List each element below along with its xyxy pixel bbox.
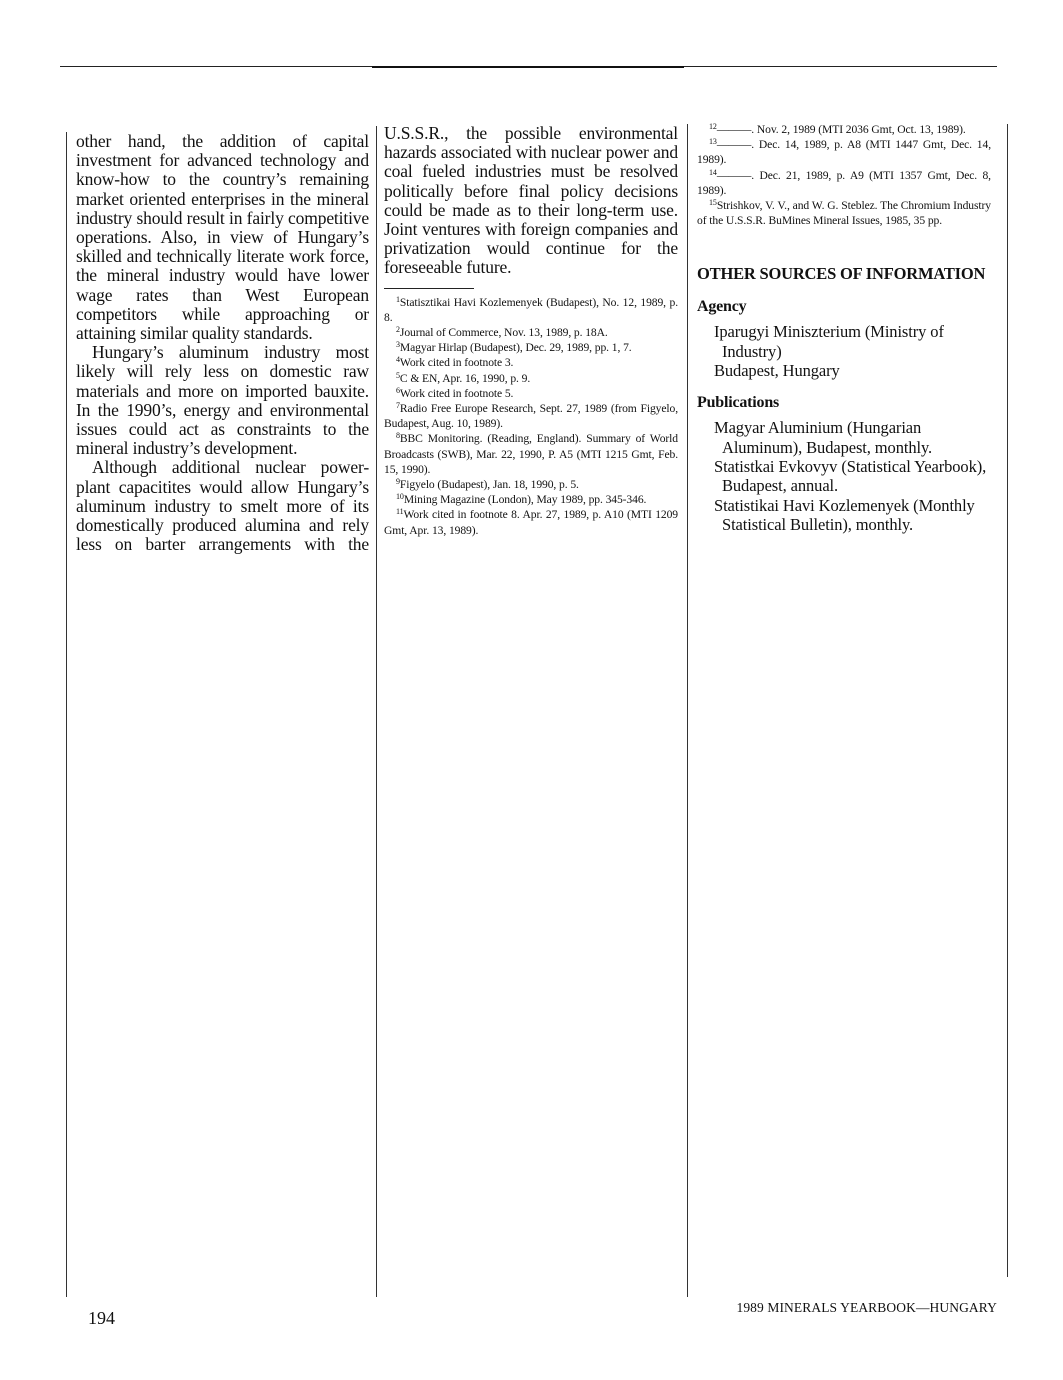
footnote-number: 8 <box>396 431 400 441</box>
footnote <box>697 198 991 228</box>
footnote-number: 13 <box>709 137 717 147</box>
column-rule-right <box>1007 124 1008 1277</box>
footnote-number: 5 <box>396 370 400 380</box>
footnote <box>384 325 678 340</box>
footnote-text: C & EN, Apr. 16, 1990, p. 9. <box>399 371 531 385</box>
footnote-list <box>384 295 678 538</box>
footnote <box>384 507 678 537</box>
footnote-text: Work cited in footnote 5. <box>399 386 514 400</box>
footnote <box>384 431 678 477</box>
section-title: OTHER SOURCES OF INFORMATION <box>697 264 986 284</box>
footnote-text: Work cited in footnote 8. Apr. 27, 1989, p. A10 (MTI 1209 Gmt, Apr. 13, 1989). <box>384 508 678 537</box>
footnote-text: BBC Monitoring. (Reading, England). Summary of World Broadcasts (SWB), Mar. 22, 1990, P. A5 (MTI 1215 Gmt, Feb. 15, 1990). <box>384 432 678 476</box>
running-head: 1989 MINERALS YEARBOOK—HUNGARY <box>736 1300 997 1315</box>
publication-item: Statistikai Havi Kozlemenyek (Monthly Statistical Bulletin), monthly. <box>714 495 975 534</box>
footnote-list <box>697 122 991 228</box>
agency-item: Budapest, Hungary <box>714 361 840 381</box>
footnote <box>384 340 678 355</box>
footnote <box>384 492 678 507</box>
footnote-rule <box>384 288 474 289</box>
footnote-text: Figyelo (Budapest), Jan. 18, 1990, p. 5. <box>399 478 579 492</box>
footnote <box>384 477 678 492</box>
footnote-text: ———. Dec. 21, 1989, p. A9 (MTI 1357 Gmt, Dec. 8, 1989). <box>697 168 991 197</box>
column-2 <box>384 124 678 538</box>
footnote-number: 4 <box>396 355 400 365</box>
footnote-number: 3 <box>396 340 400 350</box>
footnote <box>384 295 678 325</box>
footnote <box>384 371 678 386</box>
footnote-number: 10 <box>396 492 404 502</box>
footnote <box>697 122 991 137</box>
footnote-number: 14 <box>709 167 717 177</box>
body-paragraph: Hungary’s aluminum industry most likely will rely less on domestic raw materials and more on imported bauxite. In the 1990’s, energy and environmental issues could act as constraints to the mineral industry’s development. <box>76 342 369 459</box>
footnote-text: Mining Magazine (London), May 1989, pp. 345-346. <box>403 493 647 507</box>
agency-list <box>697 322 991 380</box>
footnote-number: 2 <box>396 325 400 335</box>
footnote-text: Work cited in footnote 3. <box>399 356 514 370</box>
page-number: 194 <box>88 1308 115 1328</box>
column-1 <box>76 132 369 554</box>
body-paragraph: other hand, the addition of capital investment for advanced technology and know-how to the country’s remaining market oriented enterprises in the mineral industry should result in fairly competitive operations. Also, in view of Hungary’s skilled and technically literate work force, the mineral industry would have lower wage rates than West European competitors while approaching or attaining similar quality standards. <box>76 131 369 344</box>
footnote-text: Magyar Hirlap (Budapest), Dec. 29, 1989, pp. 1, 7. <box>399 341 632 355</box>
footnote-number: 12 <box>709 122 717 131</box>
footnote <box>384 386 678 401</box>
agency-heading: Agency <box>697 298 747 316</box>
footnote-number: 15 <box>709 198 717 208</box>
column-rule-1-2 <box>376 126 377 1297</box>
footnote <box>384 355 678 370</box>
column-rule-2-3 <box>687 124 688 1297</box>
footnote-number: 9 <box>396 477 400 487</box>
footnote-number: 7 <box>396 401 400 411</box>
publications-list <box>697 418 991 534</box>
footnote-text: ———. Dec. 14, 1989, p. A8 (MTI 1447 Gmt, Dec. 14, 1989). <box>697 138 991 167</box>
footnote <box>384 401 678 431</box>
footnote-number: 1 <box>396 294 400 304</box>
top-rule-accent <box>372 66 684 68</box>
publication-item: Statistkai Evkovyv (Statistical Yearbook), Budapest, annual. <box>714 456 987 496</box>
footnote <box>697 137 991 167</box>
footnote-text: Radio Free Europe Research, Sept. 27, 1989 (from Figyelo, Budapest, Aug. 10, 1989). <box>384 402 678 431</box>
footnote-text: Journal of Commerce, Nov. 13, 1989, p. 18A. <box>399 326 608 340</box>
footnote <box>697 168 991 198</box>
footnote-text: Statisztikai Havi Kozlemenyek (Budapest), No. 12, 1989, p. 8. <box>384 295 678 324</box>
column-3 <box>697 122 991 534</box>
body-paragraph: Although additional nuclear power-plant capacitites would allow Hungary’s aluminum industry to smelt more of its domestically produced alumina and rely less on barter arrangements with the <box>76 457 369 555</box>
footnote-number: 6 <box>396 385 400 395</box>
footnote-text: Strishkov, V. V., and W. G. Steblez. The Chromium Industry of the U.S.S.R. BuMines Mineral Issues, 1985, 35 pp. <box>697 199 991 228</box>
footnote-text: ———. Nov. 2, 1989 (MTI 2036 Gmt, Oct. 13, 1989). <box>716 123 966 136</box>
body-paragraph: U.S.S.R., the possible environmental hazards associated with nuclear power and coal fueled industries must be resolved politically before final policy decisions could be made as to their long-term use. Joint ventures with foreign companies and privatization would continue for the foreseeable future. <box>384 123 678 278</box>
column-rule-left <box>66 132 67 1297</box>
publications-heading: Publications <box>697 394 780 412</box>
publication-item: Magyar Aluminium (Hungarian Aluminum), Budapest, monthly. <box>714 418 933 457</box>
footnote-number: 11 <box>396 507 404 517</box>
agency-item: Iparugyi Miniszterium (Ministry of Industry) <box>714 322 944 361</box>
